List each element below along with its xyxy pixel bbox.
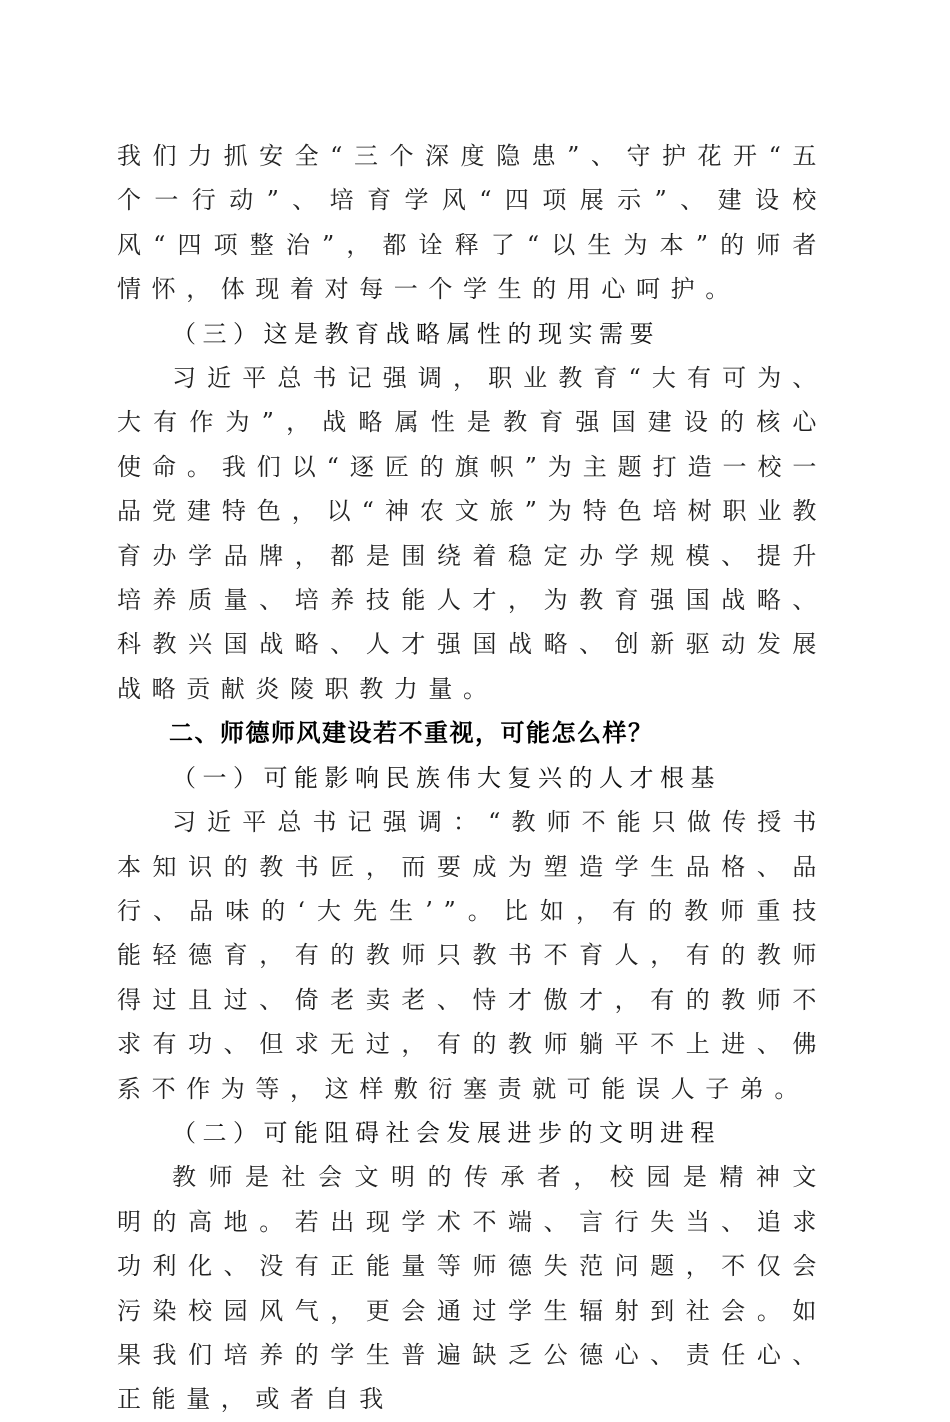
section-heading-two: 二、师德师风建设若不重视，可能怎么样？ [169, 719, 654, 748]
subheading-civilization-progress: （二）可能阻碍社会发展进步的文明进程 [172, 1118, 721, 1147]
paragraph-talent-foundation: 习近平总书记强调：“教师不能只做传授书本知识的教书匠，而要成为塑造学生品格、品行、品味的‘大先生’”。比如，有的教师重技能轻德育，有的教师只教书不育人，有的教师得过且过、倚老卖老、恃才傲才，有的教师不求有功、但求无过，有的教师躺平不上进、佛系不作为等，这样敷衍塞责就可能误人子弟。 [117, 808, 827, 1103]
paragraph-strategic-attribute: 习近平总书记强调，职业教育“大有可为、大有作为”，战略属性是教育强国建设的核心使命。我们以“逐匠的旗帜”为主题打造一校一品党建特色，以“神农文旅”为特色培树职业教育办学品牌，都是围绕着稳定办学规模、提升培养质量、培养技能人才，为教育强国战略、科教兴国战略、人才强国战略、创新驱动发展战略贡献炎陵职教力量。 [117, 364, 827, 703]
document-body [117, 134, 827, 1422]
subheading-strategic-attribute: （三）这是教育战略属性的现实需要 [172, 319, 660, 348]
subheading-talent-foundation: （一）可能影响民族伟大复兴的人才根基 [172, 763, 721, 792]
paragraph-student-care: 我们力抓安全“三个深度隐患”、守护花开“五个一行动”、培育学风“四项展示”、建设校风“四项整治”，都诠释了“以生为本”的师者情怀，体现着对每一个学生的用心呵护。 [117, 142, 827, 304]
paragraph-civilization-progress: 教师是社会文明的传承者，校园是精神文明的高地。若出现学术不端、言行失当、追求功利化、没有正能量等师德失范问题，不仅会污染校园风气，更会通过学生辐射到社会。如果我们培养的学生普遍缺乏公德心、责任心、正能量，或者自我 [117, 1163, 827, 1414]
